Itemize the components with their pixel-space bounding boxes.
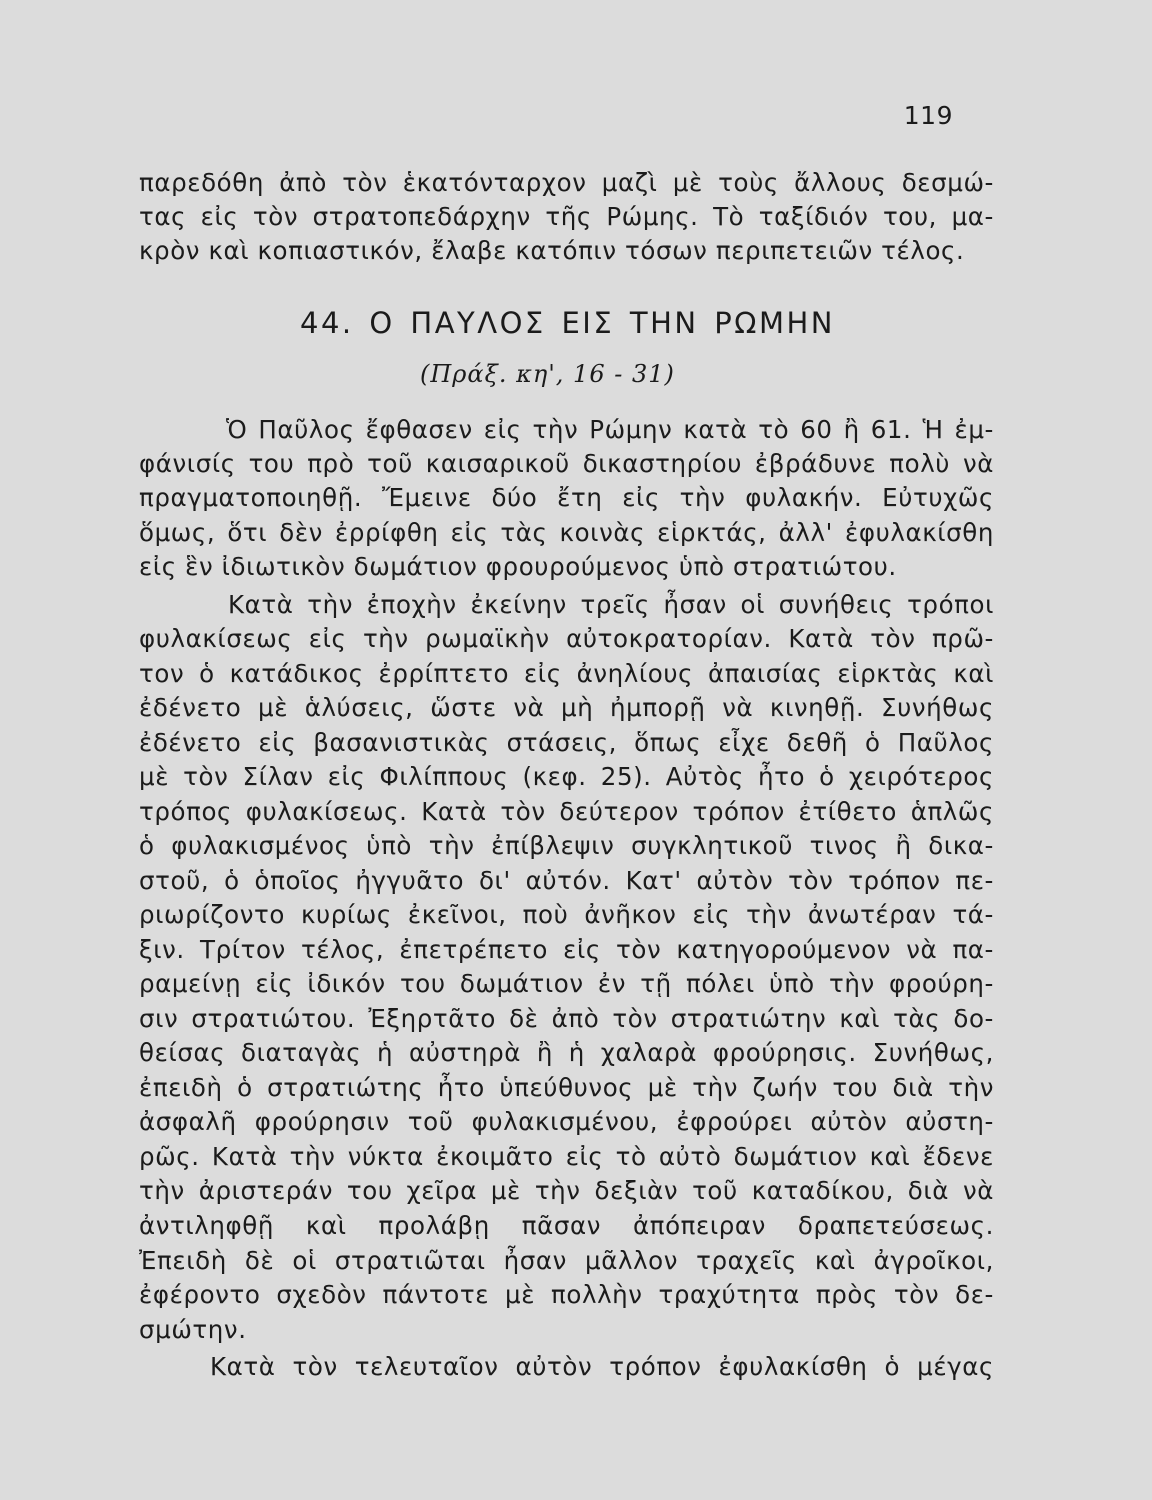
paragraph-2-line-13: σιν στρατιώτου. Ἐξηρτᾶτο δὲ ἀπὸ τὸν στρατιώτην καὶ τὰς δο- — [139, 1004, 994, 1033]
chapter-title: 44. Ο ΠΑΥΛΟΣ ΕΙΣ ΤΗΝ ΡΩΜΗΝ — [300, 306, 835, 340]
paragraph-2-line-18: τὴν ἀριστεράν του χεῖρα μὲ τὴν δεξιὰν τοῦ καταδίκου, διὰ νὰ — [139, 1176, 994, 1205]
paragraph-1-line-5: εἰς ἓν ἰδιωτικὸν δωμάτιον φρουρούμενος ὑπὸ στρατιώτου. — [139, 552, 897, 581]
paragraph-2-line-1: Κατὰ τὴν ἐποχὴν ἐκείνην τρεῖς ἦσαν οἱ συνήθεις τρόποι — [228, 590, 994, 619]
paragraph-2-line-21: ἐφέροντο σχεδὸν πάντοτε μὲ πολλὴν τραχύτητα πρὸς τὸν δε- — [139, 1280, 994, 1309]
paragraph-1-line-1: Ὁ Παῦλος ἔφθασεν εἰς τὴν Ρώμην κατὰ τὸ 60 ἢ 61. Ἡ ἐμ- — [226, 415, 994, 444]
chapter-reference: (Πράξ. κη', 16 - 31) — [420, 360, 675, 388]
paragraph-2-line-7: τρόπος φυλακίσεως. Κατὰ τὸν δεύτερον τρόπον ἐτίθετο ἁπλῶς — [139, 797, 994, 826]
paragraph-2-line-10: ριωρίζοντο κυρίως ἐκεῖνοι, ποὺ ἀνῆκον εἰς τὴν ἀνωτέραν τά- — [139, 900, 994, 929]
paragraph-2-line-8: ὁ φυλακισμένος ὑπὸ τὴν ἐπίβλεψιν συγκλητικοῦ τινος ἢ δικα- — [139, 831, 994, 860]
paragraph-2-line-12: ραμείνῃ εἰς ἰδικόν του δωμάτιον ἐν τῇ πόλει ὑπὸ τὴν φρούρη- — [139, 969, 994, 998]
paragraph-1-line-4: ὅμως, ὅτι δὲν ἐρρίφθη εἰς τὰς κοινὰς εἱρκτάς, ἀλλ' ἐφυλακίσθη — [139, 518, 994, 547]
paragraph-2-line-3: τον ὁ κατάδικος ἐρρίπτετο εἰς ἀνηλίους ἀπαισίας εἱρκτὰς καὶ — [139, 659, 994, 688]
paragraph-2-line-5: ἐδένετο εἰς βασανιστικὰς στάσεις, ὅπως εἶχε δεθῆ ὁ Παῦλος — [139, 728, 994, 757]
intro-line-2: τας εἰς τὸν στρατοπεδάρχην τῆς Ρώμης. Τὸ ταξίδιόν του, μα- — [139, 202, 994, 231]
paragraph-2-line-4: ἐδένετο μὲ ἁλύσεις, ὥστε νὰ μὴ ἠμπορῇ νὰ κινηθῇ. Συνήθως — [139, 693, 994, 722]
paragraph-2-line-6: μὲ τὸν Σίλαν εἰς Φιλίππους (κεφ. 25). Αὐτὸς ἦτο ὁ χειρότερος — [139, 762, 994, 791]
paragraph-2-line-22: σμώτην. — [139, 1315, 247, 1344]
intro-line-3: κρὸν καὶ κοπιαστικόν, ἔλαβε κατόπιν τόσων περιπετειῶν τέλος. — [139, 236, 965, 265]
paragraph-2-line-19: ἀντιληφθῇ καὶ προλάβῃ πᾶσαν ἀπόπειραν δραπετεύσεως. — [139, 1211, 994, 1240]
paragraph-3-line-1: Κατὰ τὸν τελευταῖον αὐτὸν τρόπον ἐφυλακίσθη ὁ μέγας — [210, 1352, 994, 1381]
paragraph-1-line-2: φάνισίς του πρὸ τοῦ καισαρικοῦ δικαστηρίου ἐβράδυνε πολὺ νὰ — [139, 449, 994, 478]
paragraph-2-line-2: φυλακίσεως εἰς τὴν ρωμαϊκὴν αὐτοκρατορίαν. Κατὰ τὸν πρῶ- — [139, 624, 994, 653]
paragraph-2-line-15: ἐπειδὴ ὁ στρατιώτης ἦτο ὑπεύθυνος μὲ τὴν ζωήν του διὰ τὴν — [139, 1073, 994, 1102]
paragraph-2-line-20: Ἐπειδὴ δὲ οἱ στρατιῶται ἦσαν μᾶλλον τραχεῖς καὶ ἀγροῖκοι, — [139, 1246, 994, 1275]
paragraph-1-line-3: πραγματοποιηθῇ. Ἔμεινε δύο ἔτη εἰς τὴν φυλακήν. Εὐτυχῶς — [139, 483, 994, 512]
page-number: 119 — [903, 101, 953, 130]
paragraph-2-line-14: θείσας διαταγὰς ἡ αὐστηρὰ ἢ ἡ χαλαρὰ φρούρησις. Συνήθως, — [139, 1038, 994, 1067]
paragraph-2-line-16: ἀσφαλῆ φρούρησιν τοῦ φυλακισμένου, ἐφρούρει αὐτὸν αὐστη- — [139, 1107, 994, 1136]
intro-line-1: παρεδόθη ἀπὸ τὸν ἑκατόνταρχον μαζὶ μὲ τοὺς ἄλλους δεσμώ- — [139, 168, 994, 197]
paragraph-2-line-9: στοῦ, ὁ ὁποῖος ἠγγυᾶτο δι' αὐτόν. Κατ' αὐτὸν τὸν τρόπον πε- — [139, 866, 994, 895]
paragraph-2-line-11: ξιν. Τρίτον τέλος, ἐπετρέπετο εἰς τὸν κατηγορούμενον νὰ πα- — [139, 935, 994, 964]
paragraph-2-line-17: ρῶς. Κατὰ τὴν νύκτα ἐκοιμᾶτο εἰς τὸ αὐτὸ δωμάτιον καὶ ἔδενε — [139, 1142, 994, 1171]
